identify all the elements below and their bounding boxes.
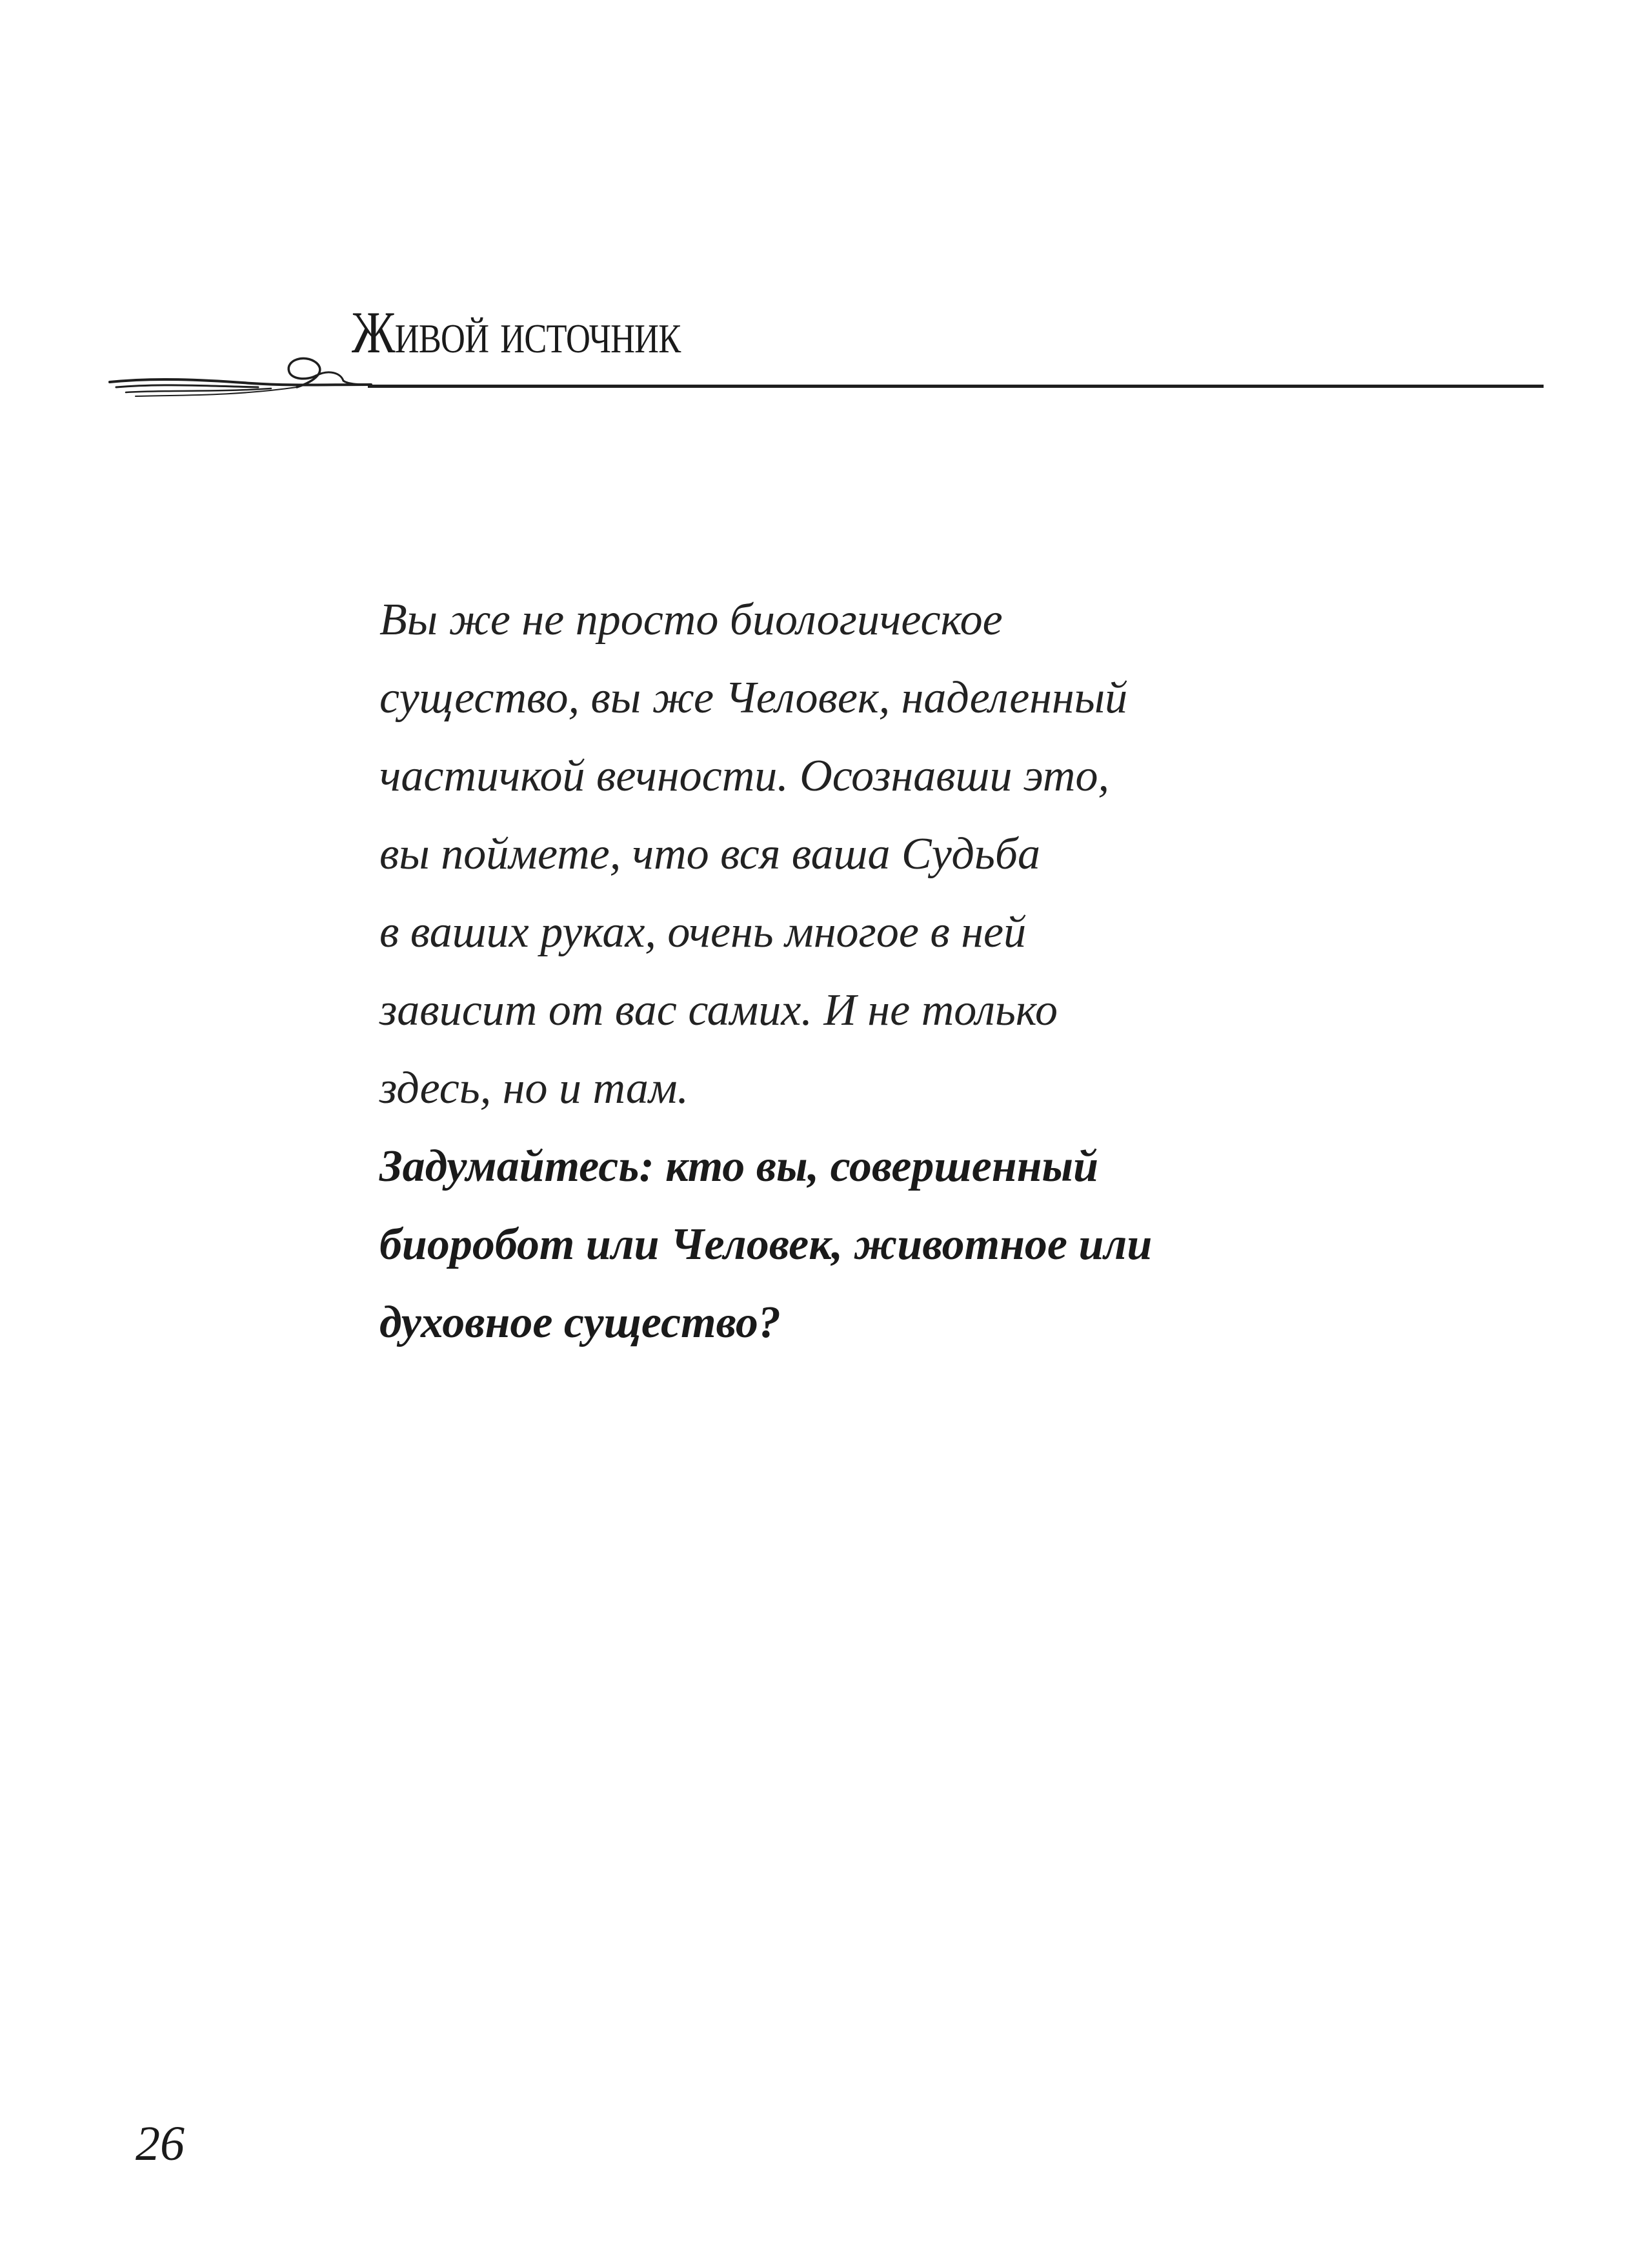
- page-number: 26: [136, 2117, 185, 2171]
- body-text: [379, 581, 1347, 1362]
- text-line: зависит от вас самих. И не только: [379, 985, 1058, 1035]
- emphasis-line: биоробот или Человек, животное или: [379, 1220, 1153, 1269]
- emphasis-line: духовное существо?: [379, 1298, 781, 1347]
- text-line: здесь, но и там.: [379, 1063, 689, 1113]
- running-head: [0, 0, 1652, 452]
- flourish-ornament-icon: [103, 342, 374, 400]
- text-line: Вы же не просто биологическое: [379, 595, 1003, 645]
- text-line: частичкой вечности. Осознавши это,: [379, 751, 1109, 801]
- text-line: вы поймете, что вся ваша Судьба: [379, 829, 1041, 879]
- text-line: существо, вы же Человек, наделенный: [379, 673, 1128, 723]
- emphasis-line: Задумайтесь: кто вы, совершенный: [379, 1142, 1099, 1191]
- running-head-title: Живой источник: [352, 299, 681, 365]
- text-line: в ваших руках, очень многое в ней: [379, 907, 1027, 957]
- header-rule: [368, 385, 1544, 388]
